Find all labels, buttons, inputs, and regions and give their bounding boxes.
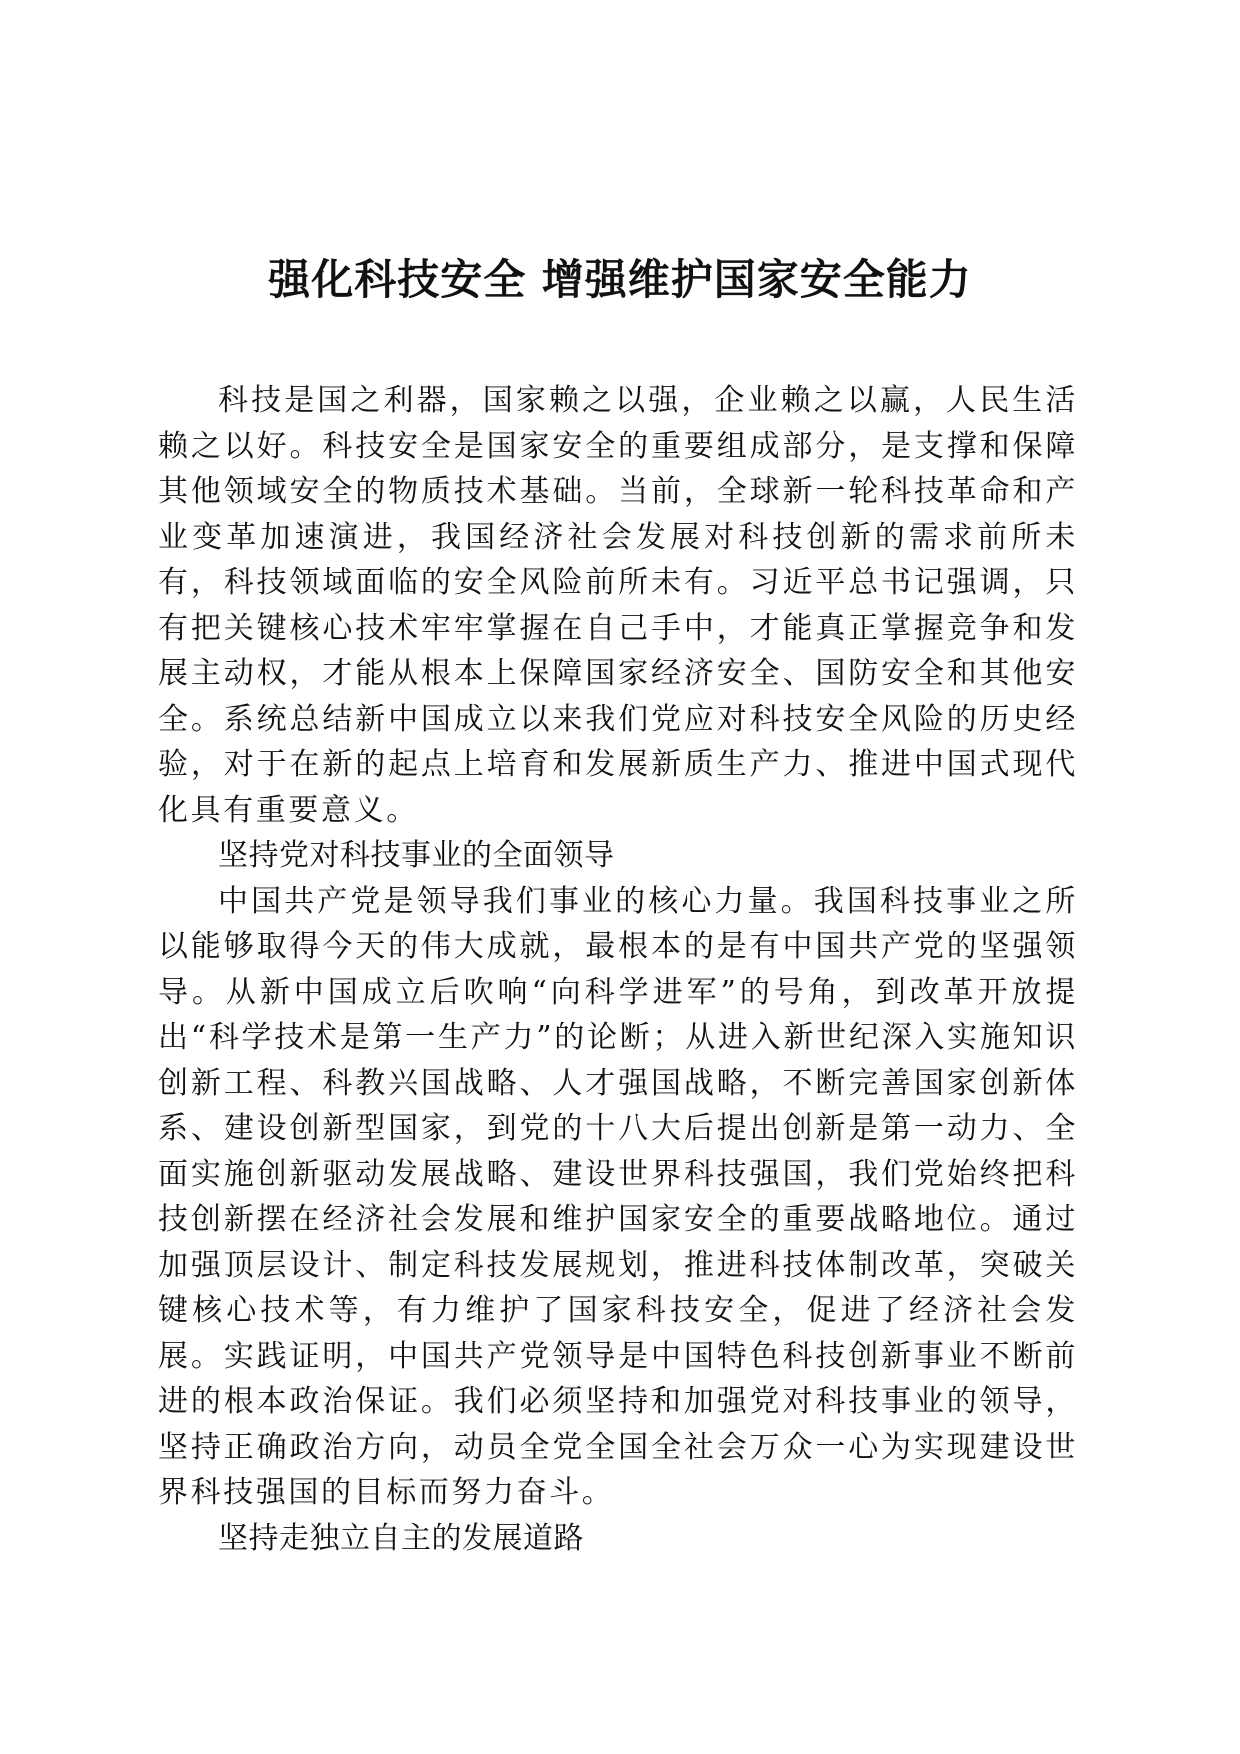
section-heading-independent-path: 坚持走独立自主的发展道路: [218, 1520, 584, 1556]
paragraph-party-leadership: 中国共产党是领导我们事业的核心力量。我国科技事业之所以能够取得今天的伟大成就，最根本的是有中国共产党的坚强领导。从新中国成立后吹响“向科学进军”的号角，到改革开放提出“科学技术是第一生产力”的论断；从进入新世纪深入实施知识创新工程、科教兴国战略、人才强国战略，不断完善国家创新体系、建设创新型国家，到党的十八大后提出创新是第一动力、全面实施创新驱动发展战略、建设世界科技强国，我们党始终把科技创新摆在经济社会发展和维护国家安全的重要战略地位。通过加强顶层设计、制定科技发展规划，推进科技体制改革，突破关键核心技术等，有力维护了国家科技安全，促进了经济社会发展。实践证明，中国共产党领导是中国特色科技创新事业不断前进的根本政治保证。我们必须坚持和加强党对科技事业的领导，坚持正确政治方向，动员全党全国全社会万众一心为实现建设世界科技强国的目标而努力奋斗。: [158, 883, 1078, 1510]
paragraph-intro: 科技是国之利器，国家赖之以强，企业赖之以赢，人民生活赖之以好。科技安全是国家安全的重要组成部分，是支撑和保障其他领域安全的物质技术基础。当前，全球新一轮科技革命和产业变革加速演进，我国经济社会发展对科技创新的需求前所未有，科技领域面临的安全风险前所未有。习近平总书记强调，只有把关键核心技术牢牢掌握在自己手中，才能真正掌握竞争和发展主动权，才能从根本上保障国家经济安全、国防安全和其他安全。系统总结新中国成立以来我们党应对科技安全风险的历史经验，对于在新的起点上培育和发展新质生产力、推进中国式现代化具有重要意义。: [158, 383, 1078, 828]
document-title: 强化科技安全 增强维护国家安全能力: [268, 255, 972, 304]
document-body: [158, 378, 1078, 1561]
section-heading-party-leadership: 坚持党对科技事业的全面领导: [218, 838, 615, 873]
